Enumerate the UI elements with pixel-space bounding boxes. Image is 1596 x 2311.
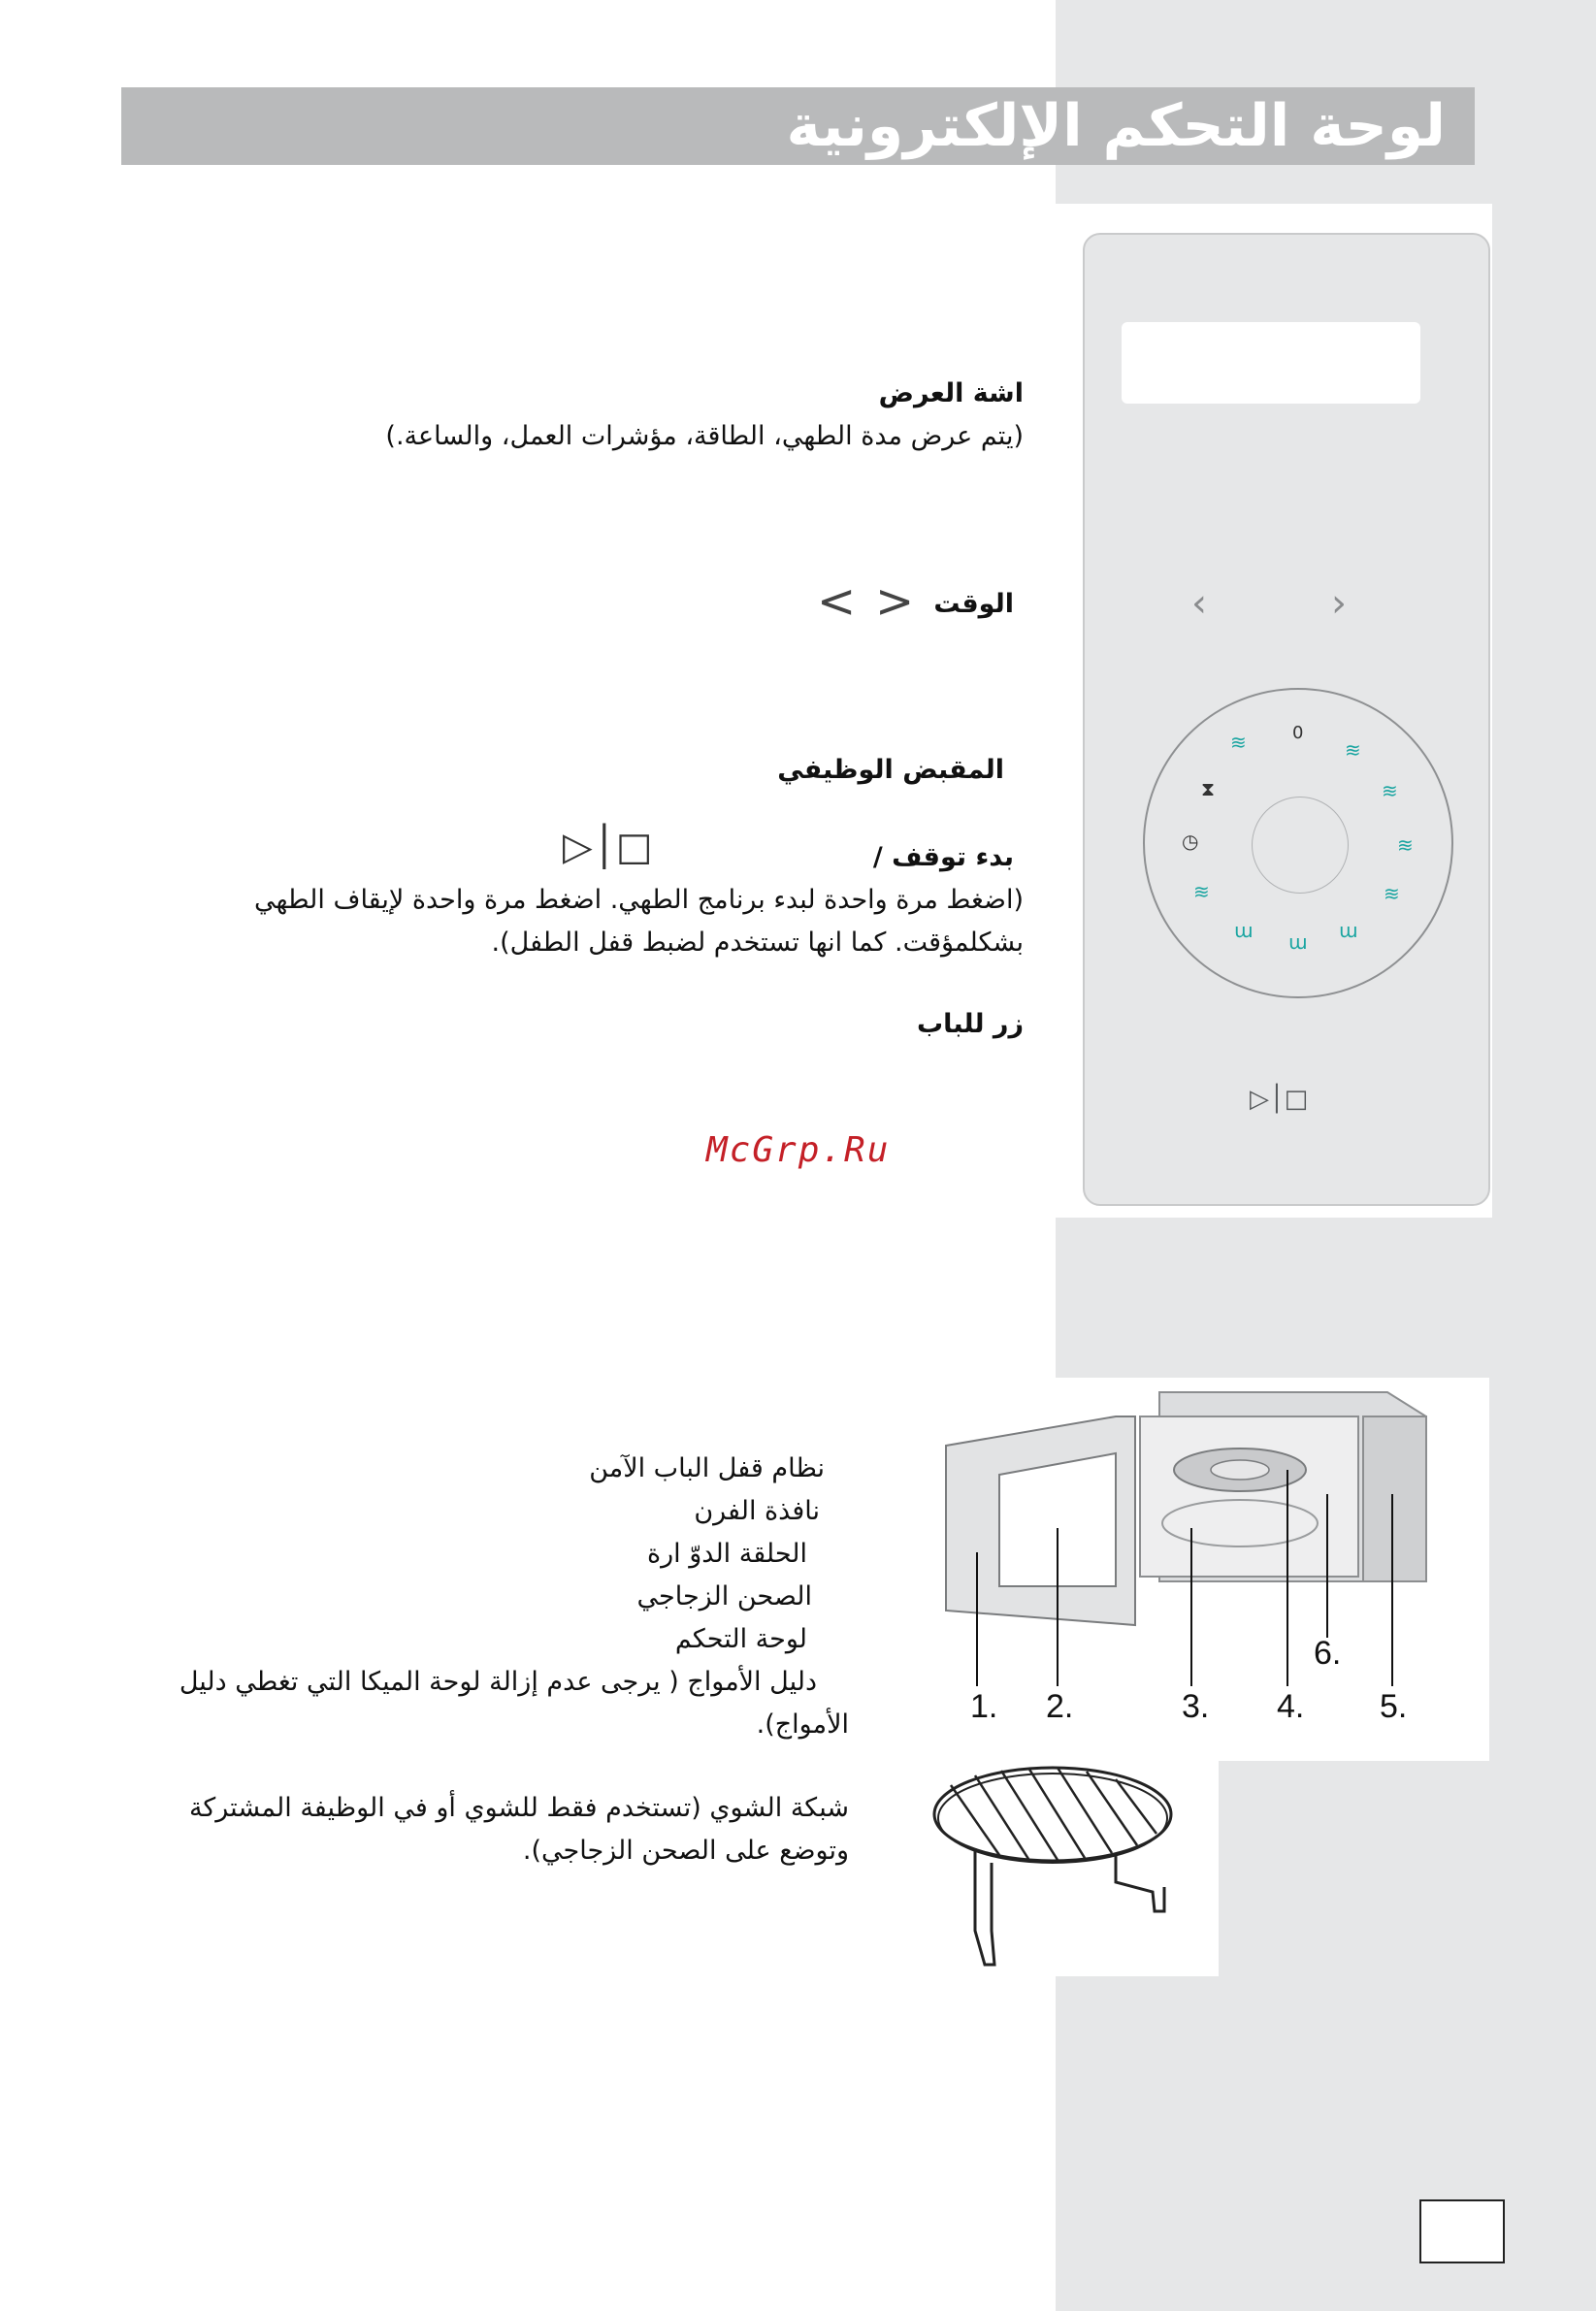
dial-zero-label: 0	[1292, 723, 1304, 743]
diagram-number-3: 3.	[1182, 1688, 1210, 1725]
display-screen	[1122, 322, 1420, 404]
grill-fan-icon: ɯ	[1234, 919, 1254, 942]
start-stop-symbol-icon: ▷│□	[563, 825, 653, 869]
page-number-box	[1419, 2199, 1505, 2263]
time-right-arrow-icon: ›	[1331, 581, 1347, 626]
control-panel-illustration	[1083, 233, 1490, 1206]
watermark: McGrp.Ru	[706, 1130, 891, 1170]
microwave-cup-icon: ≋	[1382, 779, 1398, 802]
feature-item-2: نافذة الفرن	[694, 1496, 820, 1526]
feature-item-6: دليل الأمواج ( يرجى عدم إزالة لوحة الميكا التي تغطي دليل	[179, 1667, 817, 1697]
grill-rack-line2: وتوضع على الصحن الزجاجي).	[522, 1836, 849, 1866]
door-button-heading: زر للباب	[917, 1009, 1024, 1039]
display-description: (يتم عرض مدة الطهي، الطاقة، مؤشرات العمل، والساعة.)	[385, 421, 1024, 451]
function-knob	[1143, 688, 1453, 998]
knob-heading: المقبض الوظيفي	[777, 755, 1004, 785]
time-right-chevron-icon: >	[875, 574, 915, 629]
knob-center	[1252, 797, 1349, 894]
title-bar	[121, 87, 1475, 165]
microwave-defrost-icon: ≋	[1230, 731, 1247, 754]
microwave-meat-icon: ≋	[1384, 882, 1400, 905]
grill-combo-icon: ɯ	[1339, 919, 1358, 942]
clock-icon: ◷	[1182, 830, 1199, 853]
diagram-number-4: 4.	[1277, 1688, 1305, 1725]
start-stop-heading: بدء توقف /	[872, 842, 1014, 872]
time-heading: الوقت	[933, 589, 1014, 619]
oven-diagram	[931, 1378, 1446, 1698]
feature-item-3: الحلقة الدوّ ارة	[646, 1539, 807, 1569]
start-stop-icon: ▷│□	[1250, 1085, 1309, 1114]
timer-icon: ⧗	[1201, 777, 1216, 800]
diagram-number-5: 5.	[1380, 1688, 1408, 1725]
display-heading: اشة العرض	[878, 378, 1024, 408]
feature-item-5: لوحة التحكم	[674, 1624, 807, 1654]
page-title: لوحة التحكم الإلكترونية	[786, 92, 1446, 160]
diagram-number-1: 1.	[970, 1688, 998, 1725]
grill-rack-line1: شبكة الشوي (تستخدم فقط للشوي أو في الوظيفة المشتركة	[188, 1793, 849, 1823]
grill-rack-illustration	[922, 1756, 1184, 1979]
diagram-number-2: 2.	[1046, 1688, 1074, 1725]
diagram-number-6: 6.	[1314, 1635, 1342, 1672]
feature-item-1: نظام قفل الباب الآمن	[589, 1453, 825, 1483]
microwave-veg-icon: ≋	[1397, 833, 1414, 857]
microwave-fish-icon: ≋	[1193, 880, 1210, 903]
feature-item-6-cont: الأمواج).	[756, 1709, 849, 1740]
time-left-arrow-icon: ‹	[1191, 581, 1207, 626]
start-stop-description-line1: (اضغط مرة واحدة لبدء برنامج الطهي. اضغط مرة واحدة لإيقاف الطهي	[254, 885, 1024, 915]
grill-icon: ɯ	[1288, 930, 1308, 954]
start-stop-description-line2: بشكلمؤقت. كما انها تستخدم لضبط قفل الطفل).	[491, 928, 1024, 958]
feature-item-4: الصحن الزجاجي	[636, 1581, 812, 1611]
time-left-chevron-icon: <	[817, 574, 857, 629]
microwave-drink-icon: ≋	[1345, 738, 1361, 762]
